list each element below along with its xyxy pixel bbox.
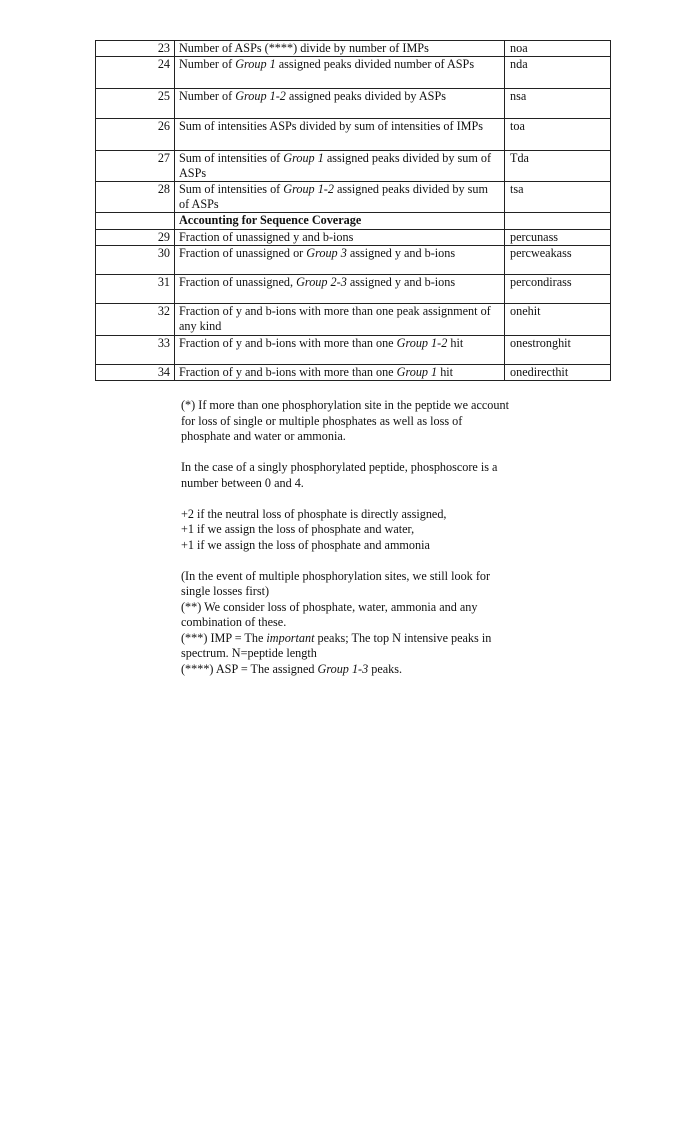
description-text: Sum of intensities of — [179, 182, 284, 196]
feature-description — [175, 57, 505, 89]
footnote-text: In the case of a singly phosphorylated peptide, phosphoscore is a number between 0 and 4. — [181, 460, 498, 490]
footnote-line — [181, 600, 511, 631]
feature-description — [175, 246, 505, 275]
footnote-line — [181, 507, 511, 523]
italic-term: Group 1 — [396, 365, 438, 379]
feature-description — [175, 89, 505, 119]
description-text: Fraction of unassigned y and b-ions — [179, 230, 354, 244]
row-number: 30 — [96, 246, 175, 275]
variable-name: onehit — [505, 304, 611, 336]
feature-table — [95, 40, 611, 381]
table-row — [96, 246, 611, 275]
table-row — [96, 336, 611, 365]
description-text: Fraction of unassigned, — [179, 275, 297, 289]
description-text: Number of — [179, 57, 236, 71]
row-number — [96, 213, 175, 230]
description-text: Fraction of unassigned or — [179, 246, 307, 260]
feature-description — [175, 365, 505, 381]
row-number: 27 — [96, 151, 175, 182]
variable-name: onedirecthit — [505, 365, 611, 381]
description-text: Accounting for Sequence Coverage — [179, 213, 362, 227]
footnote-text: +1 if we assign the loss of phosphate and water, — [181, 522, 415, 536]
description-text: assigned peaks divided by ASPs — [285, 89, 446, 103]
variable-name: toa — [505, 119, 611, 151]
variable-name: tsa — [505, 182, 611, 213]
variable-name: percweakass — [505, 246, 611, 275]
paragraph-gap — [181, 445, 511, 461]
description-text: assigned peaks divided by sum of ASPs — [179, 182, 488, 211]
footnote-text: peaks. — [368, 661, 403, 676]
paragraph-gap — [181, 553, 511, 569]
italic-term: Group 1 — [235, 57, 276, 71]
feature-description — [175, 336, 505, 365]
footnote-text: peaks; The top N intensive peaks in spectrum. N=peptide length — [181, 630, 492, 660]
feature-table-body — [96, 41, 611, 381]
description-text: hit — [447, 336, 464, 350]
feature-description — [175, 304, 505, 336]
italic-term: important — [266, 630, 315, 645]
row-number: 23 — [96, 41, 175, 57]
italic-term: Group 3 — [306, 246, 347, 260]
table-row — [96, 89, 611, 119]
variable-name: noa — [505, 41, 611, 57]
footnote-text: (*) If more than one phosphorylation site in the peptide we account for loss of single or multiple phosphates as well as loss of phosphate and water or ammonia. — [181, 398, 509, 443]
footnote-line — [181, 460, 511, 491]
footnote-line — [181, 569, 511, 600]
description-text: assigned peaks divided by sum of ASPs — [179, 151, 492, 180]
footnote-text: (****) ASP = The assigned — [181, 661, 318, 676]
italic-term: Group 1-2 — [235, 89, 286, 103]
section-heading — [175, 213, 505, 230]
row-number: 24 — [96, 57, 175, 89]
footnote-text: +2 if the neutral loss of phosphate is directly assigned, — [181, 506, 447, 521]
row-number: 33 — [96, 336, 175, 365]
description-text: Sum of intensities of — [179, 151, 284, 165]
row-number: 29 — [96, 230, 175, 246]
italic-term: Group 1-2 — [283, 182, 334, 196]
table-row — [96, 41, 611, 57]
feature-description — [175, 151, 505, 182]
footnote-line — [181, 538, 511, 554]
row-number: 25 — [96, 89, 175, 119]
variable-name: percunass — [505, 230, 611, 246]
feature-description — [175, 41, 505, 57]
description-text: hit — [437, 365, 454, 379]
paragraph-gap — [181, 491, 511, 507]
row-number: 31 — [96, 275, 175, 304]
description-text: Number of — [179, 89, 236, 103]
italic-term: Group 1-3 — [317, 661, 369, 676]
variable-name: nda — [505, 57, 611, 89]
italic-term: Group 2-3 — [296, 275, 347, 289]
table-row — [96, 119, 611, 151]
table-row — [96, 365, 611, 381]
footnote-text: +1 if we assign the loss of phosphate and ammonia — [181, 537, 430, 552]
footnote-line — [181, 522, 511, 538]
description-text: Number of ASPs (****) divide by number of IMPs — [179, 41, 429, 55]
variable-name: Tda — [505, 151, 611, 182]
description-text: assigned y and b-ions — [346, 275, 456, 289]
row-number: 32 — [96, 304, 175, 336]
table-row — [96, 151, 611, 182]
section-row — [96, 213, 611, 230]
row-number: 28 — [96, 182, 175, 213]
feature-description — [175, 182, 505, 213]
feature-description — [175, 230, 505, 246]
variable-name — [505, 213, 611, 230]
footnote-text: (***) IMP = The — [181, 630, 267, 645]
footnotes — [181, 398, 511, 677]
description-text: Fraction of y and b-ions with more than one peak assignment of any kind — [179, 304, 491, 333]
table-row — [96, 304, 611, 336]
italic-term: Group 1 — [283, 151, 324, 165]
variable-name: onestronghit — [505, 336, 611, 365]
row-number: 34 — [96, 365, 175, 381]
footnote-text: (In the event of multiple phosphorylation sites, we still look for single losses first) — [181, 568, 491, 598]
feature-description — [175, 275, 505, 304]
table-row — [96, 57, 611, 89]
table-row — [96, 275, 611, 304]
footnote-line — [181, 662, 511, 678]
footnote-text: (**) We consider loss of phosphate, water, ammonia and any combination of these. — [181, 599, 478, 629]
italic-term: Group 1-2 — [396, 336, 448, 350]
footnote-line — [181, 398, 511, 445]
description-text: Fraction of y and b-ions with more than one — [179, 365, 397, 379]
description-text: Fraction of y and b-ions with more than one — [179, 336, 397, 350]
description-text: assigned y and b-ions — [346, 246, 456, 260]
table-row — [96, 182, 611, 213]
description-text: assigned peaks divided number of ASPs — [275, 57, 475, 71]
variable-name: percondirass — [505, 275, 611, 304]
description-text: Sum of intensities ASPs divided by sum of intensities of IMPs — [179, 119, 484, 133]
feature-description — [175, 119, 505, 151]
table-row — [96, 230, 611, 246]
row-number: 26 — [96, 119, 175, 151]
footnote-line — [181, 631, 511, 662]
variable-name: nsa — [505, 89, 611, 119]
